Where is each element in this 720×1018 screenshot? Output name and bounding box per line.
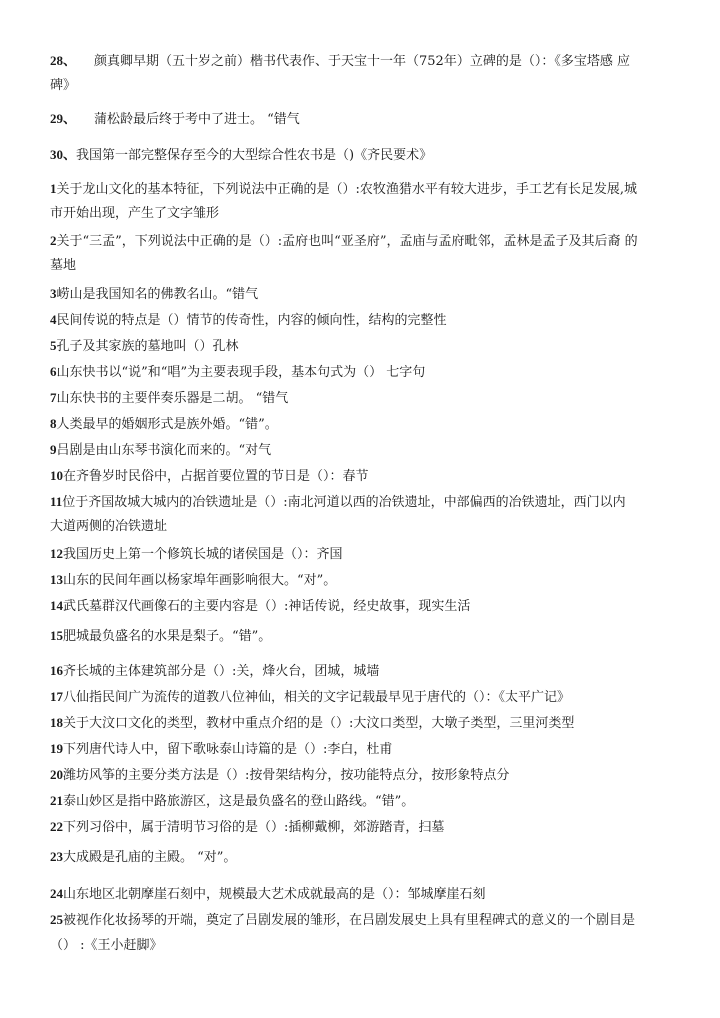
item-text: 我国第一部完整保存至今的大型综合性农书是（)《齐民要术》 xyxy=(76,148,433,163)
item-number: 22 xyxy=(50,819,63,834)
text-line xyxy=(50,937,680,955)
item-number: 17 xyxy=(50,689,63,704)
text-line xyxy=(50,110,680,129)
text-line xyxy=(50,493,680,512)
item-number: 20 xyxy=(50,767,63,782)
text-line xyxy=(50,792,680,811)
item-number: 12 xyxy=(50,546,63,561)
item-text: 山东的民间年画以杨家埠年画影响很大。“对”。 xyxy=(63,573,337,588)
text-line xyxy=(50,911,680,930)
text-line xyxy=(50,848,680,867)
item-text: 孔子及其家族的墓地叫（）孔林 xyxy=(56,339,239,354)
item-number: 1 xyxy=(50,181,57,196)
item-text: 被视作化妆扬琴的开端，奠定了吕剧发展的雏形，在吕剧发展史上具有里程碑式的意义的一个剧目是 xyxy=(63,913,636,928)
item-text: 崂山是我国知名的佛教名山。“错气 xyxy=(56,287,259,302)
item-text: 下列唐代诗人中，留下歌咏泰山诗篇的是（）:李白，杜甫 xyxy=(63,742,393,757)
item-text: 山东快书的主要伴奏乐器是二胡。 “错气 xyxy=(56,391,289,406)
text-line xyxy=(50,311,680,330)
item-number: 19 xyxy=(50,741,63,756)
text-line xyxy=(50,571,680,590)
item-number: 13 xyxy=(50,572,63,587)
text-line xyxy=(50,662,680,681)
item-text: 墓地 xyxy=(50,258,77,273)
item-text: 关于龙山文化的基本特征，下列说法中正确的是（）:农牧渔猎水平有较大进步，手工艺有长足发展,城 xyxy=(56,182,638,197)
text-line xyxy=(50,597,680,616)
item-number: 7 xyxy=(50,390,57,405)
text-line xyxy=(50,77,680,95)
text-line xyxy=(50,232,680,251)
text-line xyxy=(50,467,680,486)
item-number: 21 xyxy=(50,793,63,808)
item-text: 位于齐国故城大城内的冶铁遗址是（）:南北河道以西的冶铁遗址，中部偏西的冶铁遗址，西门以内 xyxy=(62,495,626,510)
text-line xyxy=(50,766,680,785)
item-text: 泰山妙区是指中路旅游区，这是最负盛名的登山路线。“错”。 xyxy=(63,794,415,809)
text-line xyxy=(50,363,680,382)
item-text: 大道两侧的冶铁遗址 xyxy=(50,519,168,534)
item-number: 2 xyxy=(50,233,57,248)
item-text: 武氏墓群汉代画像石的主要内容是（）:神话传说，经史故事，现实生活 xyxy=(63,599,471,614)
item-text: 大成殿是孔庙的主殿。 “对”。 xyxy=(63,850,237,865)
item-text: 颜真卿早期（五十岁之前）楷书代表作、于天宝十一年（752年）立碑的是（）：《多宝塔感 应 xyxy=(94,54,630,69)
item-number: 16 xyxy=(50,663,63,678)
item-text: 人类最早的婚姻形式是族外婚。“错”。 xyxy=(56,417,278,432)
item-text: 市开始出现，产生了文字雏形 xyxy=(50,206,220,221)
item-number: 25 xyxy=(50,912,63,927)
item-number: 28、 xyxy=(50,53,77,68)
item-number: 15 xyxy=(50,628,63,643)
item-text: 潍坊风筝的主要分类方法是（）:按骨架结构分，按功能特点分，按形象特点分 xyxy=(63,768,510,783)
item-number: 5 xyxy=(50,338,57,353)
item-number: 3 xyxy=(50,286,57,301)
item-text: 齐长城的主体建筑部分是（）:关，烽火台，团城，城墙 xyxy=(63,664,380,679)
item-text: 碑》 xyxy=(50,78,77,93)
text-line xyxy=(50,885,680,904)
item-number: 23 xyxy=(50,849,63,864)
item-number: 24 xyxy=(50,886,63,901)
item-number: 6 xyxy=(50,364,57,379)
item-text: 下列习俗中，属于清明节习俗的是（）:插柳戴柳，郊游踏青，扫墓 xyxy=(63,820,445,835)
text-line xyxy=(50,415,680,434)
text-line xyxy=(50,389,680,408)
text-line xyxy=(50,688,680,707)
text-line xyxy=(50,337,680,356)
text-line xyxy=(50,518,680,536)
text-line xyxy=(50,740,680,759)
text-line xyxy=(50,627,680,646)
text-line xyxy=(50,285,680,304)
item-number: 8 xyxy=(50,416,57,431)
text-line xyxy=(50,545,680,564)
item-number: 30、 xyxy=(50,147,77,162)
item-number: 11 xyxy=(50,494,63,509)
text-line xyxy=(50,205,680,223)
item-text: 吕剧是由山东琴书演化而来的。“对气 xyxy=(56,443,272,458)
text-line xyxy=(50,257,680,275)
item-text: 蒲松龄最后终于考中了进士。 “错气 xyxy=(94,112,300,127)
item-text: 八仙指民间广为流传的道教八位神仙，相关的文字记载最早见于唐代的（）：《太平广记》 xyxy=(63,690,571,705)
item-text: （） :《王小赶脚》 xyxy=(50,938,163,953)
item-number: 18 xyxy=(50,715,63,730)
item-number: 14 xyxy=(50,598,63,613)
item-text: 关于大汶口文化的类型，教材中重点介绍的是（）:大汶口类型，大墩子类型，三里河类型 xyxy=(63,716,575,731)
item-text: 我国历史上第一个修筑长城的诸侯国是（）：齐国 xyxy=(63,547,343,562)
text-line xyxy=(50,180,680,199)
text-line xyxy=(50,441,680,460)
item-text: 关于“三孟”，下列说法中正确的是（）:孟府也叫“亚圣府”，孟庙与孟府毗邻，孟林是孟子及其后裔 的 xyxy=(56,234,638,249)
item-text: 肥城最负盛名的水果是梨子。“错”。 xyxy=(63,629,272,644)
item-text: 山东地区北朝摩崖石刻中，规模最大艺术成就最高的是（）：邹城摩崖石刻 xyxy=(63,887,486,902)
text-line xyxy=(50,818,680,837)
text-line xyxy=(50,146,680,165)
item-text: 民间传说的特点是（）情节的传奇性，内容的倾向性，结构的完整性 xyxy=(56,313,447,328)
text-line xyxy=(50,714,680,733)
item-number: 4 xyxy=(50,312,57,327)
item-number: 10 xyxy=(50,468,63,483)
item-text: 在齐鲁岁时民俗中，占据首要位置的节日是（）：春节 xyxy=(63,469,369,484)
item-number: 29、 xyxy=(50,111,77,126)
item-number: 9 xyxy=(50,442,57,457)
text-line xyxy=(50,52,680,71)
item-text: 山东快书以“说”和“唱”为主要表现手段，基本句式为（） 七字句 xyxy=(56,365,426,380)
